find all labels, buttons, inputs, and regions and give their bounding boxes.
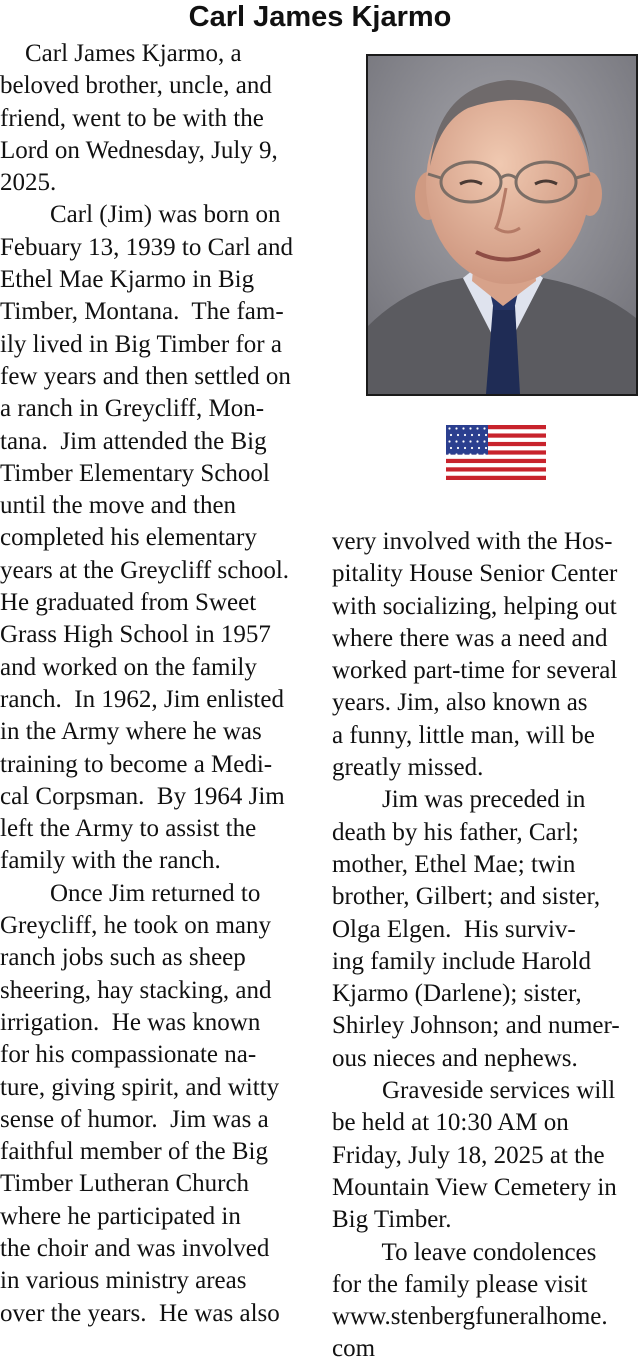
text-line: family with the ranch. xyxy=(0,847,221,875)
text-line: www.stenbergfuneralhome. xyxy=(332,1303,608,1331)
obituary-text-left-column xyxy=(0,38,322,1330)
text-line: Timber Lutheran Church xyxy=(0,1170,250,1198)
text-line: Friday, July 18, 2025 at the xyxy=(332,1141,605,1169)
text-line: Big Timber. xyxy=(332,1206,452,1234)
text-line: To leave condolences xyxy=(332,1238,597,1266)
text-line: Grass High School in 1957 xyxy=(0,621,271,649)
text-line: He graduated from Sweet xyxy=(0,589,257,617)
text-line: a funny, little man, will be xyxy=(332,721,595,749)
text-line: Febuary 13, 1939 to Carl and xyxy=(0,233,294,261)
text-line: years at the Greycliff school. xyxy=(0,556,290,584)
text-line: mother, Ethel Mae; twin xyxy=(332,850,576,878)
text-line: greatly missed. xyxy=(332,754,484,782)
text-line: Mountain View Cemetery in xyxy=(332,1173,617,1201)
text-line: be held at 10:30 AM on xyxy=(332,1109,569,1137)
text-line: com xyxy=(332,1335,376,1363)
text-line: ranch. In 1962, Jim enlisted xyxy=(0,685,284,713)
text-line: Kjarmo (Darlene); sister, xyxy=(332,980,582,1008)
text-line: sheering, hay stacking, and xyxy=(0,976,272,1004)
text-line: completed his elementary xyxy=(0,524,257,552)
american-flag-icon xyxy=(446,425,546,480)
text-line: for his compassionate na- xyxy=(0,1041,257,1069)
text-line: Greycliff, he took on many xyxy=(0,912,271,940)
text-line: Timber Elementary School xyxy=(0,459,270,487)
text-line: cal Corpsman. By 1964 Jim xyxy=(0,782,285,810)
text-line: worked part-time for several xyxy=(332,657,618,685)
text-line: Ethel Mae Kjarmo in Big xyxy=(0,266,255,294)
text-line: Olga Elgen. His surviv- xyxy=(332,915,576,943)
text-line: faithful member of the Big xyxy=(0,1138,268,1166)
text-line: pitality House Senior Center xyxy=(332,560,618,588)
text-line: Graveside services will xyxy=(332,1077,616,1105)
text-line: the choir and was involved xyxy=(0,1234,270,1262)
text-line: death by his father, Carl; xyxy=(332,818,579,846)
text-line: Timber, Montana. The fam- xyxy=(0,298,284,326)
text-line: ing family include Harold xyxy=(332,947,591,975)
text-line: Carl (Jim) was born on xyxy=(0,201,281,229)
text-line: Jim was preceded in xyxy=(332,786,586,814)
text-line: years. Jim, also known as xyxy=(332,689,588,717)
text-line: Shirley Johnson; and numer- xyxy=(332,1012,620,1040)
text-line: few years and then settled on xyxy=(0,362,291,390)
text-line: where he participated in xyxy=(0,1202,241,1230)
text-line: training to become a Medi- xyxy=(0,750,273,778)
text-line: Lord on Wednesday, July 9, xyxy=(0,136,278,164)
text-line: 2025. xyxy=(0,169,57,197)
text-line: Once Jim returned to xyxy=(0,879,261,907)
obituary-title: Carl James Kjarmo xyxy=(188,1,452,33)
text-line: Carl James Kjarmo, a xyxy=(0,40,242,67)
text-line: with socializing, helping out xyxy=(332,592,617,620)
text-line: and worked on the family xyxy=(0,653,257,681)
text-line: irrigation. He was known xyxy=(0,1008,261,1036)
text-line: brother, Gilbert; and sister, xyxy=(332,883,601,911)
text-line: tana. Jim attended the Big xyxy=(0,427,267,455)
text-line: ture, giving spirit, and witty xyxy=(0,1073,280,1101)
text-line: left the Army to assist the xyxy=(0,815,257,843)
text-line: where there was a need and xyxy=(332,624,608,652)
text-line: very involved with the Hos- xyxy=(332,528,613,555)
text-line: friend, went to be with the xyxy=(0,104,264,132)
portrait-photo xyxy=(366,54,638,396)
text-line: until the move and then xyxy=(0,492,237,520)
text-line: in the Army where he was xyxy=(0,718,262,746)
text-line: beloved brother, uncle, and xyxy=(0,72,272,100)
text-line: a ranch in Greycliff, Mon- xyxy=(0,395,265,423)
text-line: ranch jobs such as sheep xyxy=(0,944,246,972)
text-line: ous nieces and nephews. xyxy=(332,1044,578,1072)
obituary-text-right-column xyxy=(332,526,640,1366)
text-line: in various ministry areas xyxy=(0,1267,247,1295)
text-line: for the family please visit xyxy=(332,1270,588,1298)
text-line: ily lived in Big Timber for a xyxy=(0,330,282,358)
text-line: over the years. He was also xyxy=(0,1299,280,1327)
text-line: sense of humor. Jim was a xyxy=(0,1105,269,1133)
